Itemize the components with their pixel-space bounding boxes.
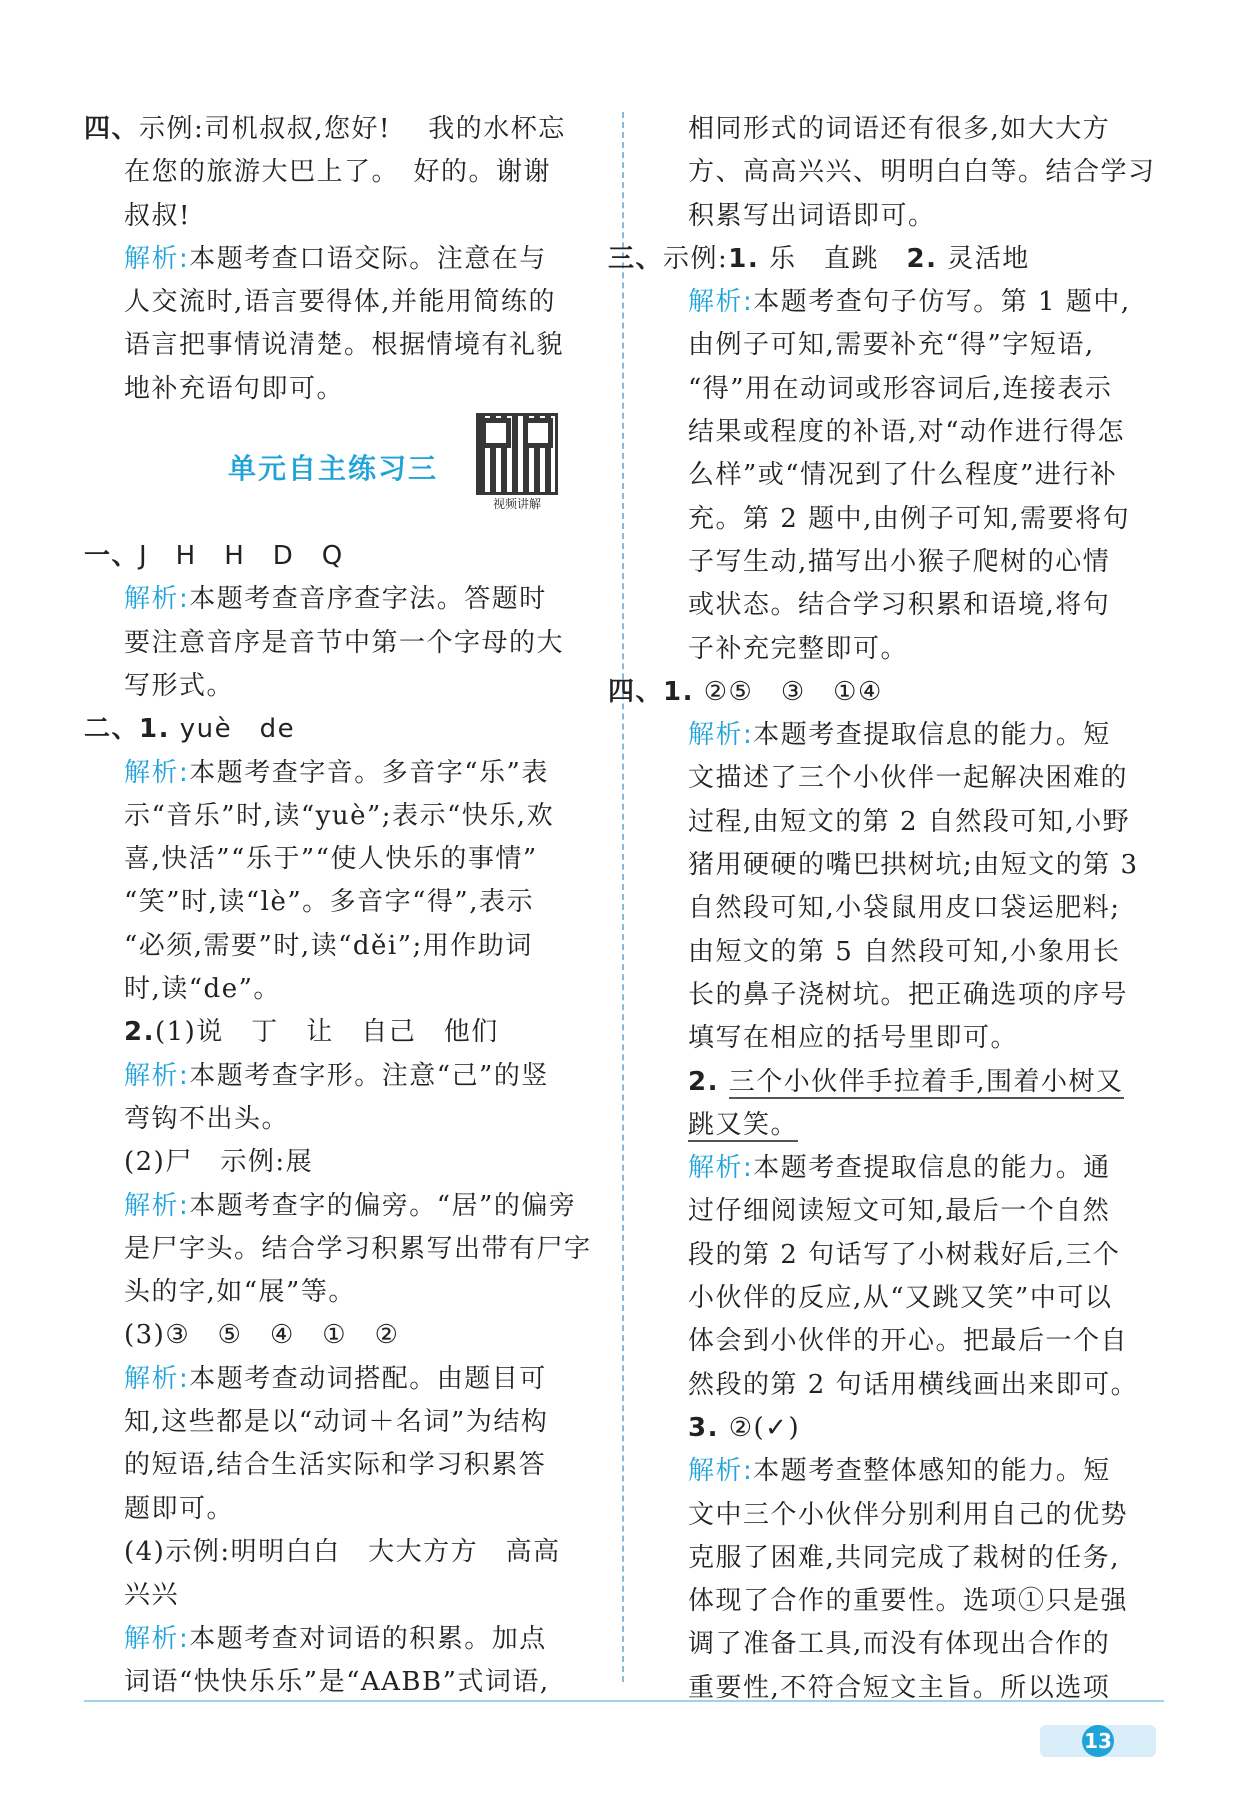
analysis-line: 头的字,如“展”等。 (124, 1277, 356, 1308)
analysis-line (84, 578, 604, 621)
analysis-line (648, 1450, 1168, 1493)
analysis-tag: 解析: (124, 1060, 190, 1091)
analysis-tag: 解析: (124, 1190, 190, 1221)
answer-text: ②(✓) (728, 1412, 801, 1443)
answer-text: J H H D Q (139, 541, 344, 572)
section-marker: 三、 (608, 243, 664, 274)
analysis-line (84, 1185, 604, 1228)
analysis-line: 体会到小伙伴的开心。把最后一个自 (688, 1326, 1129, 1357)
analysis-line: 过程,由短文的第 2 自然段可知,小野 (688, 806, 1131, 837)
analysis-text: 本题考查字的偏旁。“居”的偏旁 (189, 1190, 577, 1221)
item-number: 3. (688, 1412, 719, 1443)
analysis-line: 调了准备工具,而没有体现出合作的 (688, 1629, 1111, 1660)
analysis-line: 文中三个小伙伴分别利用自己的优势 (688, 1499, 1129, 1530)
analysis-line (648, 714, 1168, 757)
analysis-line: 小伙伴的反应,从“又跳又笑”中可以 (688, 1283, 1113, 1314)
analysis-line: 弯钩不出头。 (124, 1103, 290, 1134)
analysis-line: 结果或程度的补语,对“动作进行得怎 (688, 417, 1126, 448)
underlined-answer: 跳又笑。 (688, 1109, 799, 1140)
item-number: 1. (663, 676, 694, 707)
analysis-line: 子补充完整即可。 (688, 633, 909, 664)
analysis-line (648, 1147, 1168, 1190)
analysis-line: 子写生动,描写出小猴子爬树的心情 (688, 546, 1111, 577)
analysis-line: 人交流时,语言要得体,并能用简练的 (124, 287, 557, 318)
analysis-text: 本题考查对词语的积累。加点 (189, 1623, 547, 1654)
analysis-line: 长的鼻子浇树坑。把正确选项的序号 (688, 979, 1129, 1010)
section-marker: 二、 (84, 714, 140, 745)
analysis-line: 的短语,结合生活实际和学习积累答 (124, 1450, 547, 1481)
analysis-line: 地补充语句即可。 (124, 373, 345, 404)
answer-text: 示例:司机叔叔,您好! 我的水杯忘 (139, 114, 566, 144)
qr-label: 视频讲解 (492, 497, 541, 512)
right-column (608, 108, 1168, 1710)
answer-text: ②⑤ ③ ①④ (703, 676, 883, 707)
analysis-line: 文描述了三个小伙伴一起解决困难的 (688, 763, 1129, 794)
q2-1-answer (84, 708, 604, 751)
column-divider (622, 112, 624, 1682)
q4-1-answer (608, 671, 1168, 714)
analysis-line: 由例子可知,需要补充“得”字短语, (688, 330, 1095, 361)
page-number: 13 (1082, 1725, 1114, 1757)
section-4-answer-line-2: 在您的旅游大巴上了。 好的。谢谢 (124, 157, 552, 188)
analysis-line (84, 1358, 604, 1401)
bottom-rule (84, 1700, 1164, 1702)
analysis-text: 本题考查句子仿写。第 1 题中, (753, 287, 1131, 318)
section-4-answer-line-1 (84, 108, 604, 151)
analysis-tag: 解析: (124, 1623, 190, 1654)
analysis-line: 重要性,不符合短文主旨。所以选项 (688, 1672, 1111, 1703)
analysis-text: 本题考查整体感知的能力。短 (753, 1456, 1111, 1487)
analysis-line: 语言把事情说清楚。根据情境有礼貌 (124, 330, 565, 361)
analysis-text: 本题考查提取信息的能力。通 (753, 1153, 1111, 1184)
left-column (84, 108, 604, 1704)
unit-title: 单元自主练习三 (228, 452, 439, 486)
analysis-line (84, 238, 604, 281)
analysis-line: 词语“快快乐乐”是“AABB”式词语, (124, 1666, 550, 1697)
analysis-line: 充。第 2 题中,由例子可知,需要将句 (688, 503, 1131, 534)
analysis-line (84, 752, 604, 795)
q2-2-3-answer: (3)③ ⑤ ④ ① ② (124, 1320, 400, 1351)
section-marker: 一、 (84, 541, 140, 572)
analysis-line: 示“音乐”时,读“yuè”;表示“快乐,欢 (124, 800, 555, 831)
analysis-tag: 解析: (124, 1363, 190, 1394)
analysis-line: 么样”或“情况到了什么程度”进行补 (688, 460, 1118, 491)
analysis-line: 段的第 2 句话写了小树栽好后,三个 (688, 1239, 1121, 1270)
analysis-line (84, 1618, 604, 1661)
q4-3-answer (648, 1407, 1168, 1450)
q3-answer (608, 238, 1168, 281)
analysis-text: 本题考查字音。多音字“乐”表 (189, 757, 549, 788)
q2-2-4-answer-cont: 兴兴 (124, 1580, 180, 1611)
q4-2-answer-cont (648, 1104, 1168, 1147)
answer-text: (1)说 丁 让 自己 他们 (154, 1017, 499, 1048)
analysis-text: 本题考查口语交际。注意在与 (189, 243, 547, 274)
continued-line: 积累写出词语即可。 (688, 200, 936, 231)
analysis-text: 本题考查提取信息的能力。短 (753, 720, 1111, 751)
analysis-text: 本题考查动词搭配。由题目可 (189, 1363, 547, 1394)
item-number: 1. (728, 243, 760, 274)
analysis-tag: 解析: (688, 287, 754, 318)
analysis-text: 本题考查音序查字法。答题时 (189, 584, 547, 615)
analysis-text: 本题考查字形。注意“己”的竖 (189, 1060, 549, 1091)
section-marker: 四、 (84, 114, 140, 144)
analysis-line: 题即可。 (124, 1493, 235, 1524)
q4-2-answer (648, 1061, 1168, 1104)
answer-prefix: 示例: (663, 243, 729, 274)
analysis-tag: 解析: (688, 1153, 754, 1184)
q1-answer (84, 535, 604, 578)
analysis-line: 体现了合作的重要性。选项①只是强 (688, 1586, 1129, 1617)
item-number: 2. (124, 1017, 155, 1048)
analysis-tag: 解析: (688, 1456, 754, 1487)
analysis-line: 要注意音序是音节中第一个字母的大 (124, 627, 565, 658)
analysis-tag: 解析: (124, 584, 190, 615)
analysis-line: 自然段可知,小袋鼠用皮口袋运肥料; (688, 893, 1121, 924)
analysis-line: 知,这些都是以“动词＋名词”为结构 (124, 1407, 549, 1438)
analysis-line: 时,读“de”。 (124, 974, 281, 1005)
answer-text: yuè de (179, 714, 296, 745)
analysis-line: 克服了困难,共同完成了栽树的任务, (688, 1542, 1121, 1573)
item-number: 1. (139, 714, 170, 745)
analysis-line: 写形式。 (124, 670, 235, 701)
analysis-line: 过仔细阅读短文可知,最后一个自然 (688, 1196, 1111, 1227)
analysis-line: 是尸字头。结合学习积累写出带有尸字 (124, 1233, 592, 1264)
analysis-tag: 解析: (124, 757, 190, 788)
page-number-badge (1040, 1725, 1156, 1757)
qr-code-icon[interactable] (476, 413, 558, 495)
analysis-line: 由短文的第 5 自然段可知,小象用长 (688, 936, 1121, 967)
unit-header (84, 411, 604, 535)
analysis-line: 喜,快活”“乐于”“使人快乐的事情” (124, 844, 538, 875)
q2-2-4-answer: (4)示例:明明白白 大大方方 高高 (124, 1536, 561, 1567)
analysis-line: “得”用在动词或形容词后,连接表示 (688, 373, 1113, 404)
answer-text: 乐 直跳 (769, 243, 907, 274)
analysis-tag: 解析: (124, 243, 190, 274)
analysis-tag: 解析: (688, 720, 754, 751)
q2-2-answer (84, 1011, 604, 1054)
continued-line: 方、高高兴兴、明明白白等。结合学习 (688, 157, 1156, 188)
q2-2-2-answer: (2)尸 示例:展 (124, 1147, 314, 1178)
analysis-line (84, 1055, 604, 1098)
item-number: 2. (688, 1066, 719, 1097)
analysis-line: 猪用硬硬的嘴巴拱树坑;由短文的第 3 (688, 850, 1139, 881)
analysis-line: “笑”时,读“lè”。多音字“得”,表示 (124, 887, 534, 918)
underlined-answer: 三个小伙伴手拉着手,围着小树又 (728, 1066, 1124, 1097)
section-4-answer-line-3: 叔叔! (124, 200, 191, 231)
section-marker: 四、 (608, 676, 664, 707)
analysis-line: “必须,需要”时,读“děi”;用作助词 (124, 930, 533, 961)
continued-line: 相同形式的词语还有很多,如大大方 (688, 114, 1111, 144)
item-number: 2. (906, 243, 938, 274)
analysis-line: 然段的第 2 句话用横线画出来即可。 (688, 1369, 1139, 1400)
analysis-line: 或状态。结合学习积累和语境,将句 (688, 590, 1111, 621)
answer-text: 灵活地 (947, 243, 1030, 274)
analysis-line (648, 281, 1168, 324)
analysis-line: 填写在相应的括号里即可。 (688, 1023, 1019, 1054)
